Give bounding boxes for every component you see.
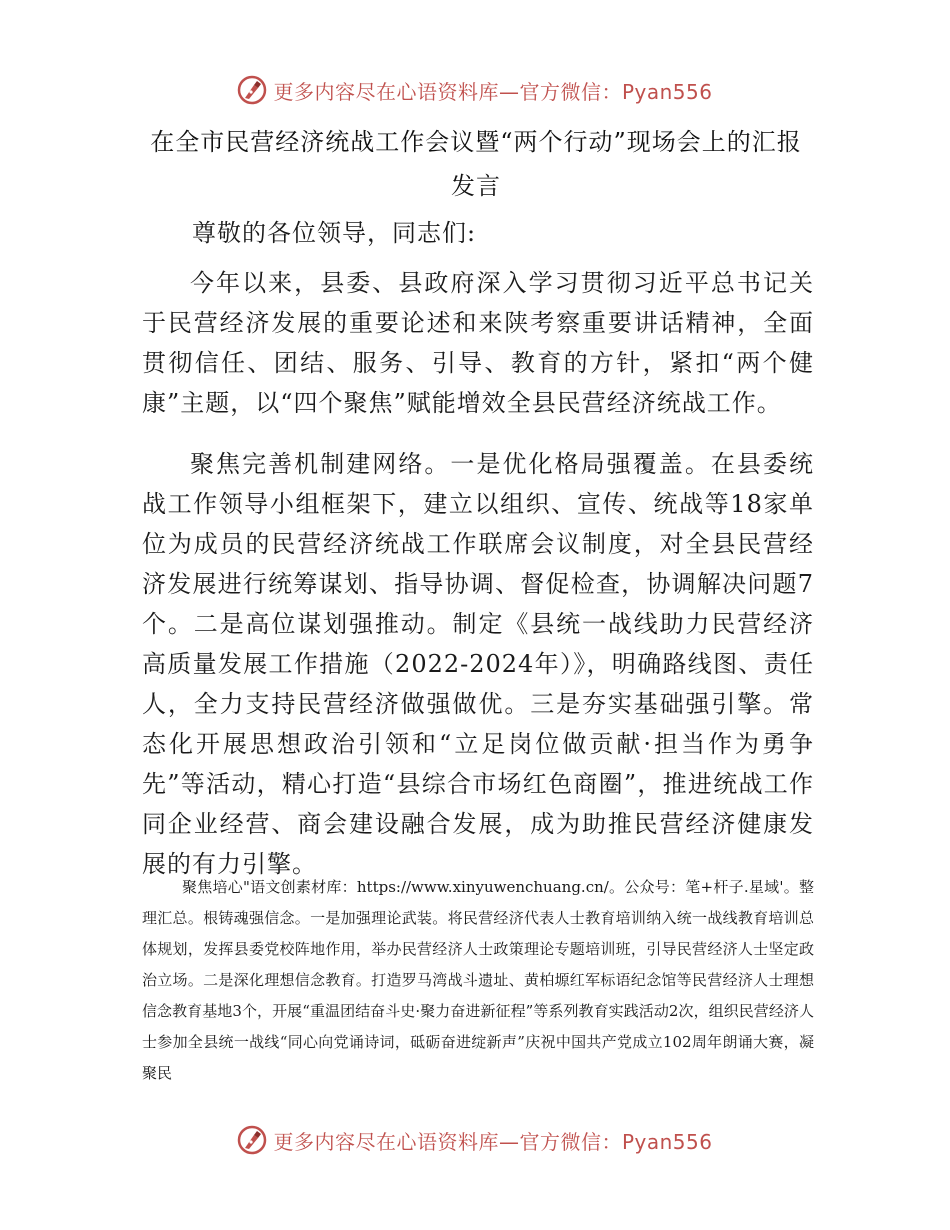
greeting: 尊敬的各位领导，同志们: [192, 219, 477, 247]
pen-nib-logo-icon [237, 75, 267, 105]
banner-text: 更多内容尽在心语资料库—官方微信：Pyan556 [273, 79, 713, 104]
footer-banner[interactable] [0, 1120, 950, 1160]
paragraph-ideology: 聚焦培心"语文创素材库：https://www.xinyuwenchuang.cn/。公众号：笔+杆子.星域'。整理汇总。根铸魂强信念。一是加强理论武装。将民营经济代表人士教育培训纳入统一战线教育培训总体规划，发挥县委党校阵地作用，举办民营经济人士政策理论专题培训班，引导民营经济人士坚定政治立场。二是深化理想信念教育。打造罗马湾战斗遗址、黄柏塬红军标语纪念馆等民营经济人士理想信念教育基地3个，开展“重温团结奋斗史·聚力奋进新征程”等系列教育实践活动2次，组织民营经济人士参加全县统一战线“同心向党诵诗词，砥砺奋进绽新声”庆祝中国共产党成立102周年朗诵大赛，凝聚民 [142, 878, 814, 1082]
document-title: 在全市民营经济统战工作会议暨“两个行动”现场会上的汇报发言 [150, 128, 802, 200]
pen-nib-logo-icon [237, 1125, 267, 1155]
paragraph-mechanism: 聚焦完善机制建网络。一是优化格局强覆盖。在县委统战工作领导小组框架下，建立以组织、宣传、统战等18家单位为成员的民营经济统战工作联席会议制度，对全县民营经济发展进行统筹谋划、指导协调、督促检查，协调解决问题7个。二是高位谋划强推动。制定《县统一战线助力民营经济高质量发展工作措施（2022-2024年）》，明确路线图、责任人，全力支持民营经济做强做优。三是夯实基础强引擎。常态化开展思想政治引领和“立足岗位做贡献·担当作为勇争先”等活动，精心打造“县综合市场红色商圈”，推进统战工作同企业经营、商会建设融合发展，成为助推民营经济健康发展的有力引擎。 [142, 450, 814, 878]
paragraph-intro: 今年以来，县委、县政府深入学习贯彻习近平总书记关于民营经济发展的重要论述和来陕考察重要讲话精神，全面贯彻信任、团结、服务、引导、教育的方针，紧扣“两个健康”主题，以“四个聚焦”赋能增效全县民营经济统战工作。 [142, 269, 814, 417]
header-banner[interactable] [0, 70, 950, 110]
banner-text: 更多内容尽在心语资料库—官方微信：Pyan556 [273, 1129, 713, 1154]
